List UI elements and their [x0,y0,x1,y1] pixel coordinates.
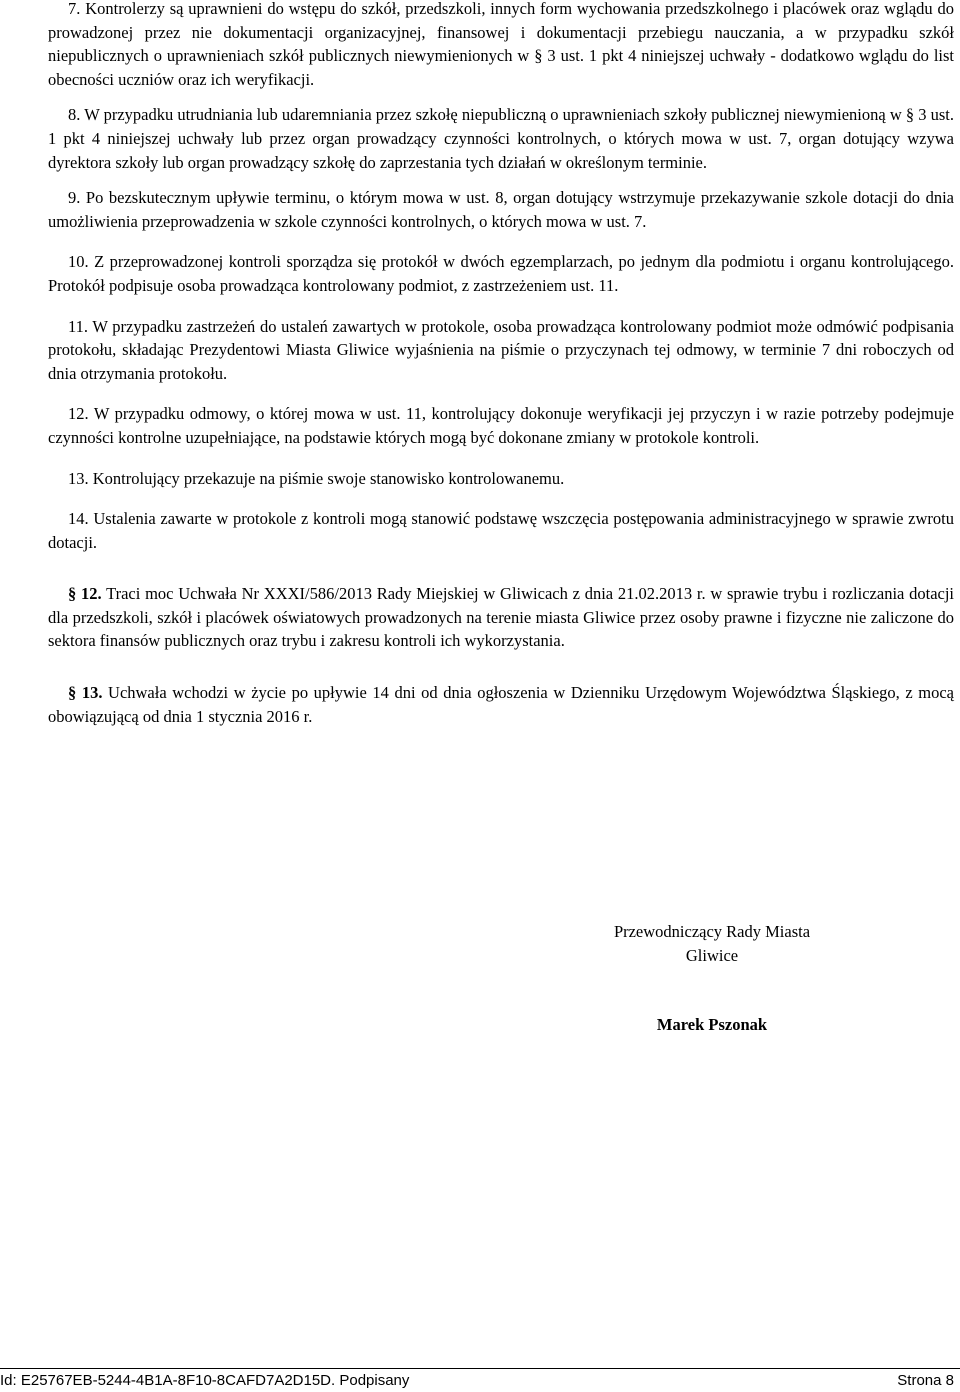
paragraph-12: 12. W przypadku odmowy, o której mowa w ust. 11, kontrolujący dokonuje weryfikacji jej przyczyn i w razie potrzeby podejmuje czynności kontrolne uzupełniające, na podstawie których mogą być dokonane zmiany w protokole kontroli. [48,404,954,447]
section-13 [48,681,954,728]
document-id: Id: E25767EB-5244-4B1A-8F10-8CAFD7A2D15D. Podpisany [0,1372,410,1389]
paragraph-11: 11. W przypadku zastrzeżeń do ustaleń zawartych w protokole, osoba prowadząca kontrolowany podmiot może odmówić podpisania protokołu, składając Prezydentowi Miasta Gliwice wyjaśnienia na piśmie o przyczynach tej odmowy, w terminie 7 dni roboczych od dnia otrzymania protokołu. [48,316,954,383]
document-body [48,0,954,728]
signature-title [590,920,834,967]
section-13-text: Uchwała wchodzi w życie po upływie 14 dni od dnia ogłoszenia w Dzienniku Urzędowym Województwa Śląskiego, z mocą obowiązującą od dnia 1 stycznia 2016 r. [48,683,954,726]
paragraph-7: 7. Kontrolerzy są uprawnieni do wstępu do szkół, przedszkoli, innych form wychowania przedszkolnego i placówek oraz wglądu do prowadzonej przez nie dokumentacji organizacyjnej, finansowej i dokumentacji przebiegu nauczania, a w przypadku szkół niepublicznych o uprawnieniach szkół publicznych niewymienionych w § 3 ust. 1 pkt 4 niniejszej uchwały - dodatkowo wglądu do list obecności uczniów oraz ich weryfikacji. [48,0,954,89]
paragraph-9: 9. Po bezskutecznym upływie terminu, o którym mowa w ust. 8, organ dotujący wstrzymuje przekazywanie szkole dotacji do dnia umożliwienia przeprowadzenia w szkole czynności kontrolnych, o których mowa w ust. 7. [48,188,954,231]
section-13-label: § 13. [68,683,103,703]
section-12 [48,582,954,653]
signature-title-line-2: Gliwice [685,945,739,965]
section-12-label: § 12. [68,584,102,604]
signature-title-line-1: Przewodniczący Rady Miasta [613,922,811,941]
paragraph-10: 10. Z przeprowadzonej kontroli sporządza się protokół w dwóch egzemplarzach, po jednym dla podmiotu i organu kontrolującego. Protokół podpisuje osoba prowadząca kontrolowany podmiot, z zastrzeżeniem ust. 11. [48,252,954,295]
paragraph-8: 8. W przypadku utrudniania lub udaremniania przez szkołę niepubliczną o uprawnieniach szkoły publicznej niewymienioną w § 3 ust. 1 pkt 4 niniejszej uchwały lub przez organ prowadzący czynności kontrolnych, o których mowa w ust. 7, organ dotujący wzywa dyrektora szkoły lub organ prowadzący szkołę do zaprzestania tych działań w określonym terminie. [48,105,954,172]
paragraph-13: 13. Kontrolujący przekazuje na piśmie swoje stanowisko kontrolowanemu. [68,468,565,488]
page-footer [0,1368,960,1392]
section-12-text: Traci moc Uchwała Nr XXXI/586/2013 Rady Miejskiej w Gliwicach z dnia 21.02.2013 r. w sprawie trybu i rozliczania dotacji dla przedszkoli, szkół i placówek oświatowych prowadzonych na terenie miasta Gliwice przez osoby prawne i fizyczne nie zaliczone do sektora finansów publicznych oraz trybu i zakresu kontroli ich wykorzystania. [48,584,955,651]
paragraph-14: 14. Ustalenia zawarte w protokole z kontroli mogą stanowić podstawę wszczęcia postępowania administracyjnego w sprawie zwrotu dotacji. [48,509,954,552]
signature-name: Marek Pszonak [656,1015,768,1034]
page-number: Strona 8 [897,1372,954,1389]
